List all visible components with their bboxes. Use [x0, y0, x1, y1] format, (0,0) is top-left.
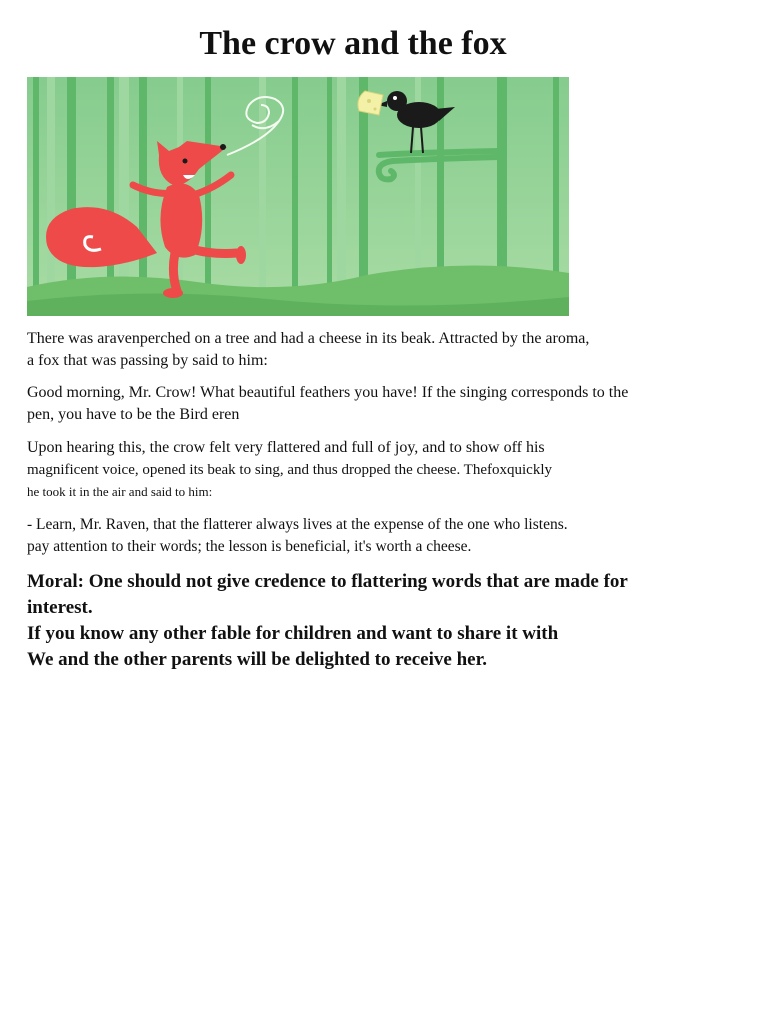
text-line: - Learn, Mr. Raven, that the flatterer always lives at the expense of the one who listens.: [27, 516, 568, 533]
moral-line: Moral: One should not give credence to flattering words that are made for: [27, 571, 628, 592]
paragraph-fox-lesson: [27, 514, 707, 558]
cheese: [358, 91, 383, 115]
text-line: There was aravenperched on a tree and had a cheese in its beak. Attracted by the aroma,: [27, 330, 590, 347]
moral-line: interest.: [27, 597, 93, 618]
text-line: a fox that was passing by said to him:: [27, 352, 268, 369]
paragraph-crow-sings: [27, 437, 707, 503]
paragraph-intro: [27, 328, 707, 372]
text-line: pay attention to their words; the lesson is beneficial, it's worth a cheese.: [27, 538, 472, 555]
text-line: pen, you have to be the Bird eren: [27, 406, 240, 423]
text-line: Upon hearing this, the crow felt very flattered and full of joy, and to show off his: [27, 439, 545, 456]
text-line: magnificent voice, opened its beak to sing, and thus dropped the cheese. Thefoxquickly: [27, 462, 552, 478]
text-line: he took it in the air and said to him:: [27, 484, 213, 499]
text-line: Good morning, Mr. Crow! What beautiful feathers you have! If the singing corresponds to the: [27, 384, 629, 401]
page-title: The crow and the fox: [199, 25, 507, 62]
paragraph-fox-greeting: [27, 382, 707, 426]
fable-illustration: [27, 77, 569, 316]
forest-scene: [27, 77, 569, 316]
moral-line: If you know any other fable for children and want to share it with: [27, 623, 559, 644]
moral-section: [27, 569, 727, 673]
moral-line: We and the other parents will be delighted to receive her.: [27, 649, 488, 670]
